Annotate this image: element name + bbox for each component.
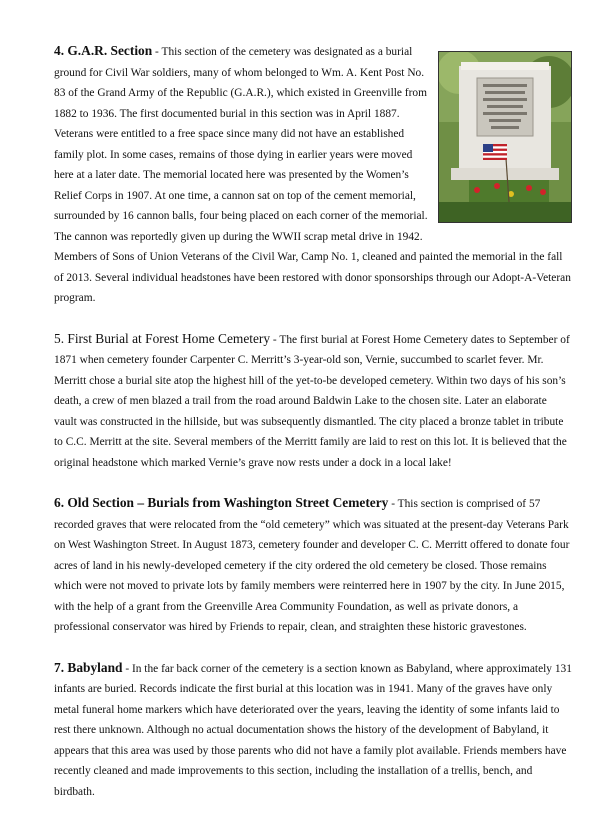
gar-memorial-photo	[438, 51, 572, 223]
section-5-title: 5. First Burial at Forest Home Cemetery	[54, 330, 271, 346]
section-6-title: 6. Old Section – Burials from Washington Street Cemetery	[54, 495, 389, 510]
section-first-burial	[54, 329, 572, 474]
memorial-illustration	[439, 52, 571, 222]
section-6-body: - This section is comprised of 57 recorded graves that were relocated from the “old cemetery” which was situated at the present-day Veterans Park on West Washington Street. In August 1873, cemetery founder and developer C. C. Merritt offered to donate four acres of land in his newly-developed cemetery if the city ordered the old cemetery be closed. Those remains which were not moved to private lots by family members were reinterred here in 1907 by the city. In June 2015, with the help of a grant from the Greenville Area Community Foundation, as well as private donors, a professional conservator was hired by Friends to repair, clean, and straighten these historic gravestones.	[54, 498, 570, 633]
document-page	[54, 41, 572, 822]
section-7-title: 7. Babyland	[54, 659, 123, 675]
section-gar	[54, 41, 572, 309]
section-5-body: - The first burial at Forest Home Cemetery dates to September of 1871 when cemetery founder Carpenter C. Merritt’s 3-year-old son, Vernie, succumbed to scarlet fever. Mr. Merritt chose a burial site atop the highest hill of the yet-to-be developed cemetery. Within two days of his son’s death, a crew of men blazed a trail from the road around Baldwin Lake to the chosen site. Later an elaborate vault was constructed in the hillside, but was subsequently dismantled. The city placed a bronze tablet in tribute to C.C. Merritt at the site. Several members of the Merritt family are laid to rest on this lot. It is believed that the original headstone which marked Vernie’s grave now rests under a dock in a local lake!	[54, 333, 570, 469]
section-7-body: - In the far back corner of the cemetery is a section known as Babyland, where approximately 131 infants are buried. Records indicate the first burial at this location was in 1941. Many of the graves have only metal funeral home markers which have deteriorated over the years, leaving the identity of some infants laid to rest there unknown. Although no actual documentation shows the history of the development of Babyland, it appears that this area was used by those parents who did not have a family plot available. Friends members have recently cleaned and made improvements to this section, including the installation of a trellis, bench, and birdbath.	[54, 662, 572, 798]
section-babyland	[54, 658, 572, 803]
section-old-section	[54, 493, 572, 638]
section-4-body: - This section of the cemetery was designated as a burial ground for Civil War soldiers, many of whom belonged to Wm. A. Kent Post No. 83 of the Grand Army of the Republic (G.A.R.), which existed in Greenville from 1882 to 1936. The first documented burial in this section was in April 1887. Veterans were entitled to a free space since many did not have an established family plot. In some cases, remains of those dying in earlier years were moved here at a later date. The memorial located here was presented by the Women’s Relief Corps in 1907. At one time, a cannon sat on top of the cement memorial, surrounded by 16 cannon balls, four being placed on each corner of the memorial. The cannon was reportedly given up during the WWII scrap metal drive in 1942. Members of Sons of Union Veterans of the Civil War, Camp No. 1, cleaned and painted the memorial in the fall of 2013. Several individual headstones have been restored with donor sponsorships through our Adopt-A-Veteran program.	[54, 46, 571, 304]
section-4-title: 4. G.A.R. Section	[54, 43, 153, 58]
